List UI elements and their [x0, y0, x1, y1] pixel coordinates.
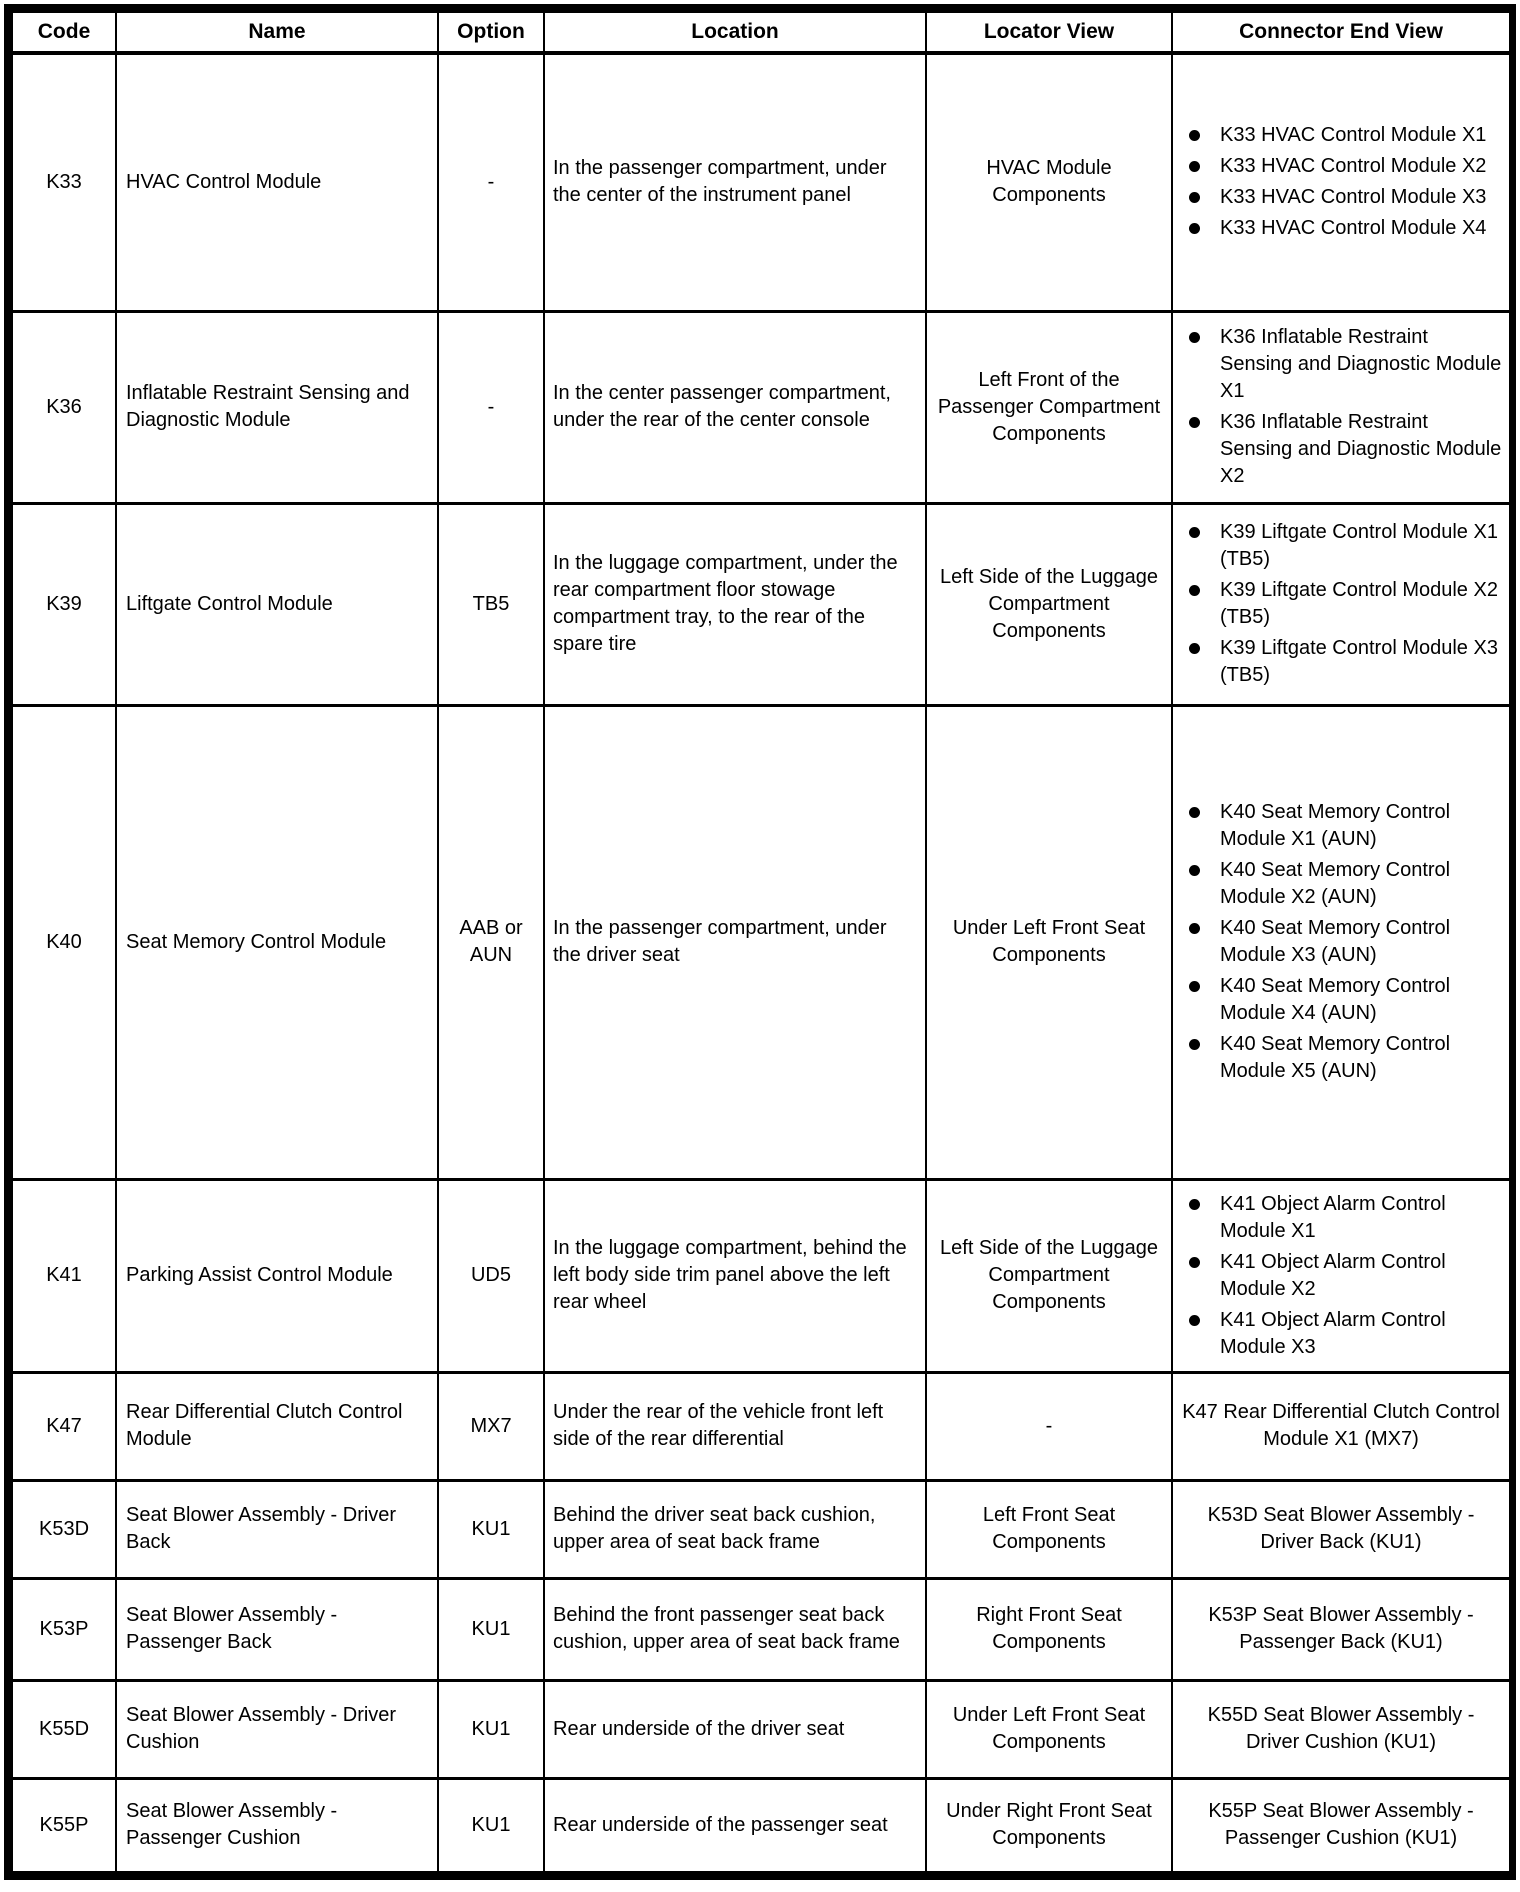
connector-list-item	[1189, 1031, 1505, 1085]
name-cell: Seat Blower Assembly - Passenger Back	[116, 1578, 438, 1680]
table-row-k53p	[12, 1578, 1510, 1680]
bullet-icon	[1189, 527, 1200, 538]
locator-view-cell: Under Left Front Seat Components	[926, 1680, 1172, 1778]
connector-list-item	[1189, 122, 1505, 149]
bullet-icon	[1189, 1257, 1200, 1268]
connector-item-label: K33 HVAC Control Module X2	[1220, 155, 1487, 178]
connector-list-item	[1189, 324, 1505, 405]
table-row-k39	[12, 503, 1510, 705]
name-cell: Inflatable Restraint Sensing and Diagnostic Module	[116, 311, 438, 503]
connector-item-label: K33 HVAC Control Module X4	[1220, 217, 1487, 240]
code-cell: K53D	[12, 1480, 116, 1578]
connector-list-item	[1189, 635, 1505, 689]
option-cell: TB5	[438, 503, 544, 705]
connector-end-view-cell	[1172, 503, 1510, 705]
name-cell: Seat Blower Assembly - Passenger Cushion	[116, 1778, 438, 1872]
location-cell: In the passenger compartment, under the center of the instrument panel	[544, 53, 926, 311]
column-header-locator-view: Locator View	[926, 12, 1172, 53]
bullet-icon	[1189, 865, 1200, 876]
connector-list-item	[1189, 973, 1505, 1027]
connector-list-item	[1189, 184, 1505, 211]
code-cell: K39	[12, 503, 116, 705]
component-locator-table	[11, 11, 1511, 1873]
option-cell: UD5	[438, 1179, 544, 1372]
table-row-k53d	[12, 1480, 1510, 1578]
component-locator-table-frame	[4, 4, 1516, 1880]
connector-end-view-cell	[1172, 1372, 1510, 1480]
locator-view-cell: -	[926, 1372, 1172, 1480]
connector-end-view-cell	[1172, 1680, 1510, 1778]
code-cell: K41	[12, 1179, 116, 1372]
location-cell: Behind the front passenger seat back cushion, upper area of seat back frame	[544, 1578, 926, 1680]
connector-list-item	[1189, 1191, 1505, 1245]
code-cell: K33	[12, 53, 116, 311]
connector-item-label: K55P Seat Blower Assembly - Passenger Cushion (KU1)	[1208, 1800, 1474, 1850]
connector-end-view-cell	[1172, 1480, 1510, 1578]
connector-list-item	[1189, 519, 1505, 573]
column-header-option: Option	[438, 12, 544, 53]
table-row-k41	[12, 1179, 1510, 1372]
code-cell: K53P	[12, 1578, 116, 1680]
connector-item-label: K40 Seat Memory Control Module X4 (AUN)	[1220, 975, 1451, 1024]
connector-item-label: K36 Inflatable Restraint Sensing and Diagnostic Module X2	[1220, 411, 1502, 487]
option-cell: -	[438, 311, 544, 503]
connector-item-label: K41 Object Alarm Control Module X3	[1220, 1308, 1446, 1358]
connector-end-view-cell	[1172, 53, 1510, 311]
bullet-icon	[1189, 643, 1200, 654]
table-row-k55d	[12, 1680, 1510, 1778]
bullet-icon	[1189, 1039, 1200, 1050]
connector-item-label: K40 Seat Memory Control Module X1 (AUN)	[1220, 801, 1451, 850]
location-cell: In the luggage compartment, behind the left body side trim panel above the left rear wheel	[544, 1179, 926, 1372]
locator-view-cell: Under Right Front Seat Components	[926, 1778, 1172, 1872]
option-cell: KU1	[438, 1480, 544, 1578]
connector-item-label: K40 Seat Memory Control Module X5 (AUN)	[1220, 1033, 1451, 1082]
table-row-k47	[12, 1372, 1510, 1480]
location-cell: Behind the driver seat back cushion, upper area of seat back frame	[544, 1480, 926, 1578]
connector-list-item	[1189, 215, 1505, 242]
connector-item-label: K55D Seat Blower Assembly - Driver Cushion (KU1)	[1207, 1704, 1475, 1753]
connector-item-label: K39 Liftgate Control Module X3 (TB5)	[1220, 637, 1498, 686]
code-cell: K55P	[12, 1778, 116, 1872]
bullet-icon	[1189, 1315, 1200, 1326]
code-cell: K36	[12, 311, 116, 503]
connector-item-label: K53P Seat Blower Assembly - Passenger Back (KU1)	[1208, 1604, 1474, 1653]
option-cell: KU1	[438, 1778, 544, 1872]
bullet-icon	[1189, 130, 1200, 141]
column-header-connector-end-view: Connector End View	[1172, 12, 1510, 53]
connector-end-view-cell	[1172, 1578, 1510, 1680]
connector-list-item	[1189, 409, 1505, 490]
locator-view-cell: Left Front of the Passenger Compartment Components	[926, 311, 1172, 503]
locator-view-cell: Left Side of the Luggage Compartment Components	[926, 1179, 1172, 1372]
option-cell: -	[438, 53, 544, 311]
connector-item-label: K53D Seat Blower Assembly - Driver Back (KU1)	[1207, 1504, 1475, 1553]
connector-item-label: K41 Object Alarm Control Module X1	[1220, 1192, 1446, 1242]
connector-end-view-cell	[1172, 311, 1510, 503]
connector-list-item	[1189, 577, 1505, 631]
locator-view-cell: Right Front Seat Components	[926, 1578, 1172, 1680]
name-cell: HVAC Control Module	[116, 53, 438, 311]
location-cell: Rear underside of the passenger seat	[544, 1778, 926, 1872]
name-cell: Seat Memory Control Module	[116, 705, 438, 1179]
connector-list-item	[1189, 915, 1505, 969]
name-cell: Parking Assist Control Module	[116, 1179, 438, 1372]
connector-end-view-cell	[1172, 1778, 1510, 1872]
connector-list-item	[1189, 1249, 1505, 1303]
connector-list-item	[1189, 153, 1505, 180]
locator-view-cell: Under Left Front Seat Components	[926, 705, 1172, 1179]
connector-item-label: K40 Seat Memory Control Module X3 (AUN)	[1220, 917, 1451, 966]
connector-item-label: K41 Object Alarm Control Module X2	[1220, 1250, 1446, 1300]
code-cell: K40	[12, 705, 116, 1179]
bullet-icon	[1189, 1199, 1200, 1210]
bullet-icon	[1189, 223, 1200, 234]
bullet-icon	[1189, 923, 1200, 934]
table-row-k33	[12, 53, 1510, 311]
connector-item-label: K33 HVAC Control Module X1	[1220, 124, 1487, 147]
table-body	[12, 53, 1510, 1872]
connector-item-label: K33 HVAC Control Module X3	[1220, 186, 1487, 209]
connector-item-label: K39 Liftgate Control Module X1 (TB5)	[1220, 521, 1498, 570]
bullet-icon	[1189, 161, 1200, 172]
locator-view-cell: Left Front Seat Components	[926, 1480, 1172, 1578]
column-header-name: Name	[116, 12, 438, 53]
connector-item-label: K40 Seat Memory Control Module X2 (AUN)	[1220, 859, 1451, 908]
bullet-icon	[1189, 192, 1200, 203]
column-header-code: Code	[12, 12, 116, 53]
connector-list-item	[1189, 1307, 1505, 1361]
table-row-k55p	[12, 1778, 1510, 1872]
location-cell: In the passenger compartment, under the driver seat	[544, 705, 926, 1179]
bullet-icon	[1189, 332, 1200, 343]
bullet-icon	[1189, 417, 1200, 428]
option-cell: KU1	[438, 1578, 544, 1680]
name-cell: Seat Blower Assembly - Driver Cushion	[116, 1680, 438, 1778]
connector-item-label: K36 Inflatable Restraint Sensing and Diagnostic Module X1	[1220, 326, 1502, 402]
name-cell: Liftgate Control Module	[116, 503, 438, 705]
bullet-icon	[1189, 807, 1200, 818]
connector-item-label: K39 Liftgate Control Module X2 (TB5)	[1220, 579, 1498, 628]
table-row-k36	[12, 311, 1510, 503]
connector-item-label: K47 Rear Differential Clutch Control Module X1 (MX7)	[1182, 1401, 1500, 1450]
table-header-row	[12, 12, 1510, 53]
option-cell: KU1	[438, 1680, 544, 1778]
code-cell: K55D	[12, 1680, 116, 1778]
location-cell: Under the rear of the vehicle front left side of the rear differential	[544, 1372, 926, 1480]
code-cell: K47	[12, 1372, 116, 1480]
locator-view-cell: HVAC Module Components	[926, 53, 1172, 311]
name-cell: Seat Blower Assembly - Driver Back	[116, 1480, 438, 1578]
name-cell: Rear Differential Clutch Control Module	[116, 1372, 438, 1480]
location-cell: In the center passenger compartment, under the rear of the center console	[544, 311, 926, 503]
connector-list-item	[1189, 799, 1505, 853]
locator-view-cell: Left Side of the Luggage Compartment Components	[926, 503, 1172, 705]
bullet-icon	[1189, 585, 1200, 596]
connector-list-item	[1189, 857, 1505, 911]
connector-end-view-cell	[1172, 1179, 1510, 1372]
option-cell: AAB or AUN	[438, 705, 544, 1179]
location-cell: In the luggage compartment, under the rear compartment floor stowage compartment tray, to the rear of the spare tire	[544, 503, 926, 705]
location-cell: Rear underside of the driver seat	[544, 1680, 926, 1778]
option-cell: MX7	[438, 1372, 544, 1480]
bullet-icon	[1189, 981, 1200, 992]
column-header-location: Location	[544, 12, 926, 53]
connector-end-view-cell	[1172, 705, 1510, 1179]
table-header	[12, 12, 1510, 53]
table-row-k40	[12, 705, 1510, 1179]
